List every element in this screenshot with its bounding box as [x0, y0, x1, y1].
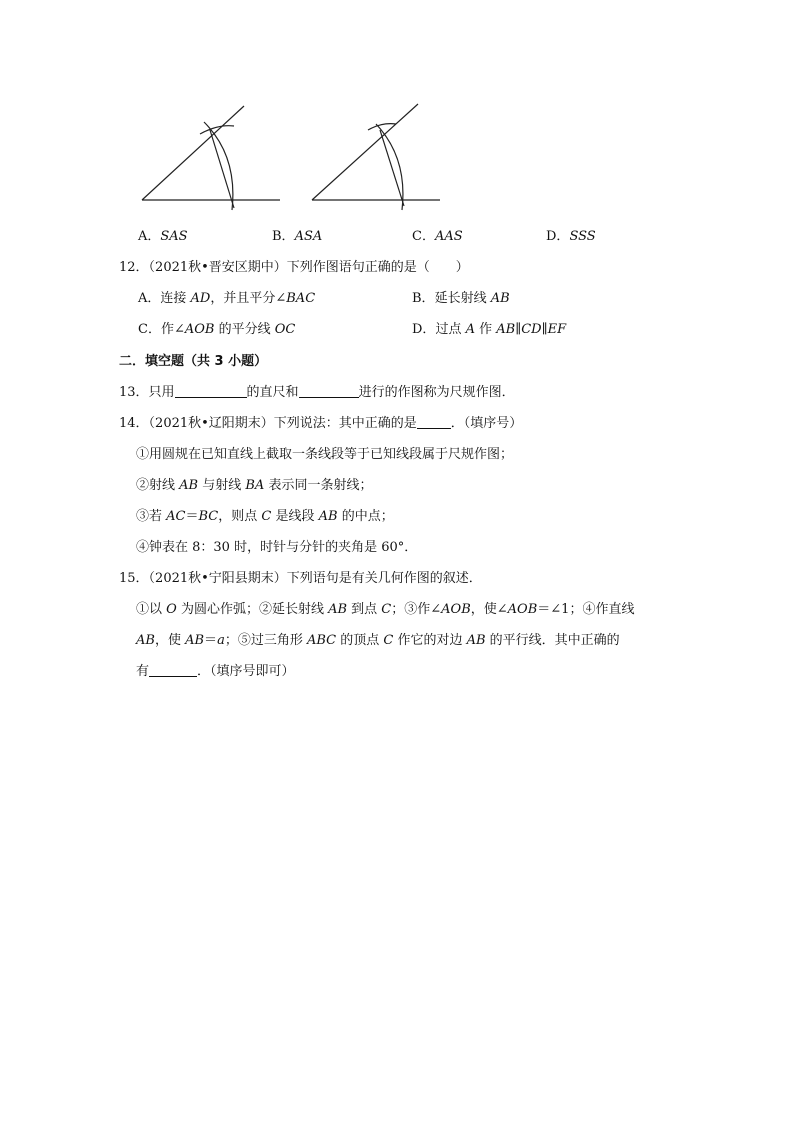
q14-statement-3: ③若 AC＝BC，则点 C 是线段 AB 的中点； — [136, 509, 394, 524]
q14-statement-1: ①用圆规在已知直线上截取一条线段等于已知线段属于尺规作图； — [136, 447, 514, 462]
q12-option-d: D．过点 A 作 AB∥CD∥EF — [412, 322, 567, 337]
q14-statement-4: ④钟表在 8：30 时，时针与分针的夹角是 60°． — [136, 540, 418, 555]
q15-line-2: AB，使 AB＝a；⑤过三角形 ABC 的顶点 C 作它的对边 AB 的平行线．其中正确的 — [136, 633, 620, 648]
q12-stem: 12．（2021秋•晋安区期中）下列作图语句正确的是（ ） — [119, 260, 469, 275]
q15-line-1: ①以 O 为圆心作弧；②延长射线 AB 到点 C；③作∠AOB，使∠AOB＝∠1；④作直线 — [136, 602, 635, 617]
q11-option-d: D．SSS — [546, 229, 596, 244]
q13: 13．只用 的直尺和 进行的作图称为尺规作图． — [119, 385, 515, 400]
figure-left — [140, 100, 285, 215]
q11-option-a: A．SAS — [138, 229, 188, 244]
q12-option-b: B．延长射线 AB — [412, 291, 510, 306]
q14-statement-2: ②射线 AB 与射线 BA 表示同一条射线； — [136, 478, 373, 493]
q15-blank[interactable] — [149, 662, 197, 677]
q13-blank-2[interactable] — [299, 383, 359, 398]
section-title-fill-blank: 二．填空题（共 3 小题） — [119, 354, 268, 369]
figure-right — [310, 100, 455, 215]
q13-blank-1[interactable] — [175, 383, 247, 398]
q11-option-b: B．ASA — [272, 229, 323, 244]
q15-line-3: 有 ．（填序号即可） — [136, 664, 295, 679]
q14-stem: 14．（2021秋•辽阳期末）下列说法：其中正确的是 ．（填序号） — [119, 416, 523, 431]
q15-stem: 15．（2021秋•宁阳县期末）下列语句是有关几何作图的叙述． — [119, 571, 482, 586]
q12-option-a: A．连接 AD，并且平分∠BAC — [138, 291, 316, 306]
q14-blank[interactable] — [417, 414, 451, 429]
q12-option-c: C．作∠AOB 的平分线 OC — [138, 322, 296, 337]
q11-option-c: C．AAS — [412, 229, 463, 244]
